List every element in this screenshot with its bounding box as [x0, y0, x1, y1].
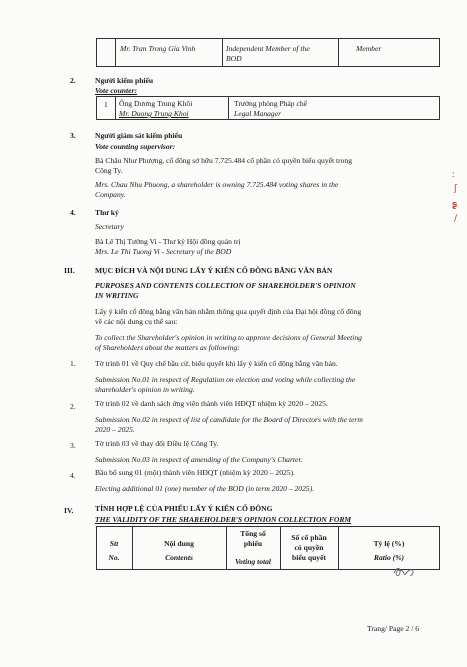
supervisor-vn-line-1: Bà Châu Như Phượng, cổ đông sở hữu 7.725.484 cổ phần có quyền biểu quyết trong	[95, 156, 353, 165]
item-4-en-line-1: Electing additional 01 (one) member of the BOD (in term 2020 – 2025).	[95, 484, 315, 493]
section-2-number: 2.	[70, 76, 76, 85]
intro-en-line-2: of Shareholders about the matters as following:	[95, 343, 240, 352]
vote-counter-name-vn: Ông Dương Trung Khôi	[119, 99, 193, 108]
section-3-subheading: Vote counting supervisor:	[95, 142, 176, 151]
header-stt-vn: Stt	[109, 539, 119, 548]
section-iv-number: IV.	[64, 506, 74, 515]
supervisor-en-line-1: Mrs. Chau Nhu Phuong, a shareholder is owning 7.725.484 voting shares in the	[95, 180, 339, 189]
item-3-en-line-1: Submission No.03 in respect of amending of the Company's Charter.	[95, 455, 303, 464]
header-shares-vn-3: biểu quyết	[292, 553, 326, 562]
member-title: Member	[356, 44, 382, 53]
page-number: Trang/ Page 2 / 6	[367, 624, 420, 633]
member-name: Mr. Tran Trong Gia Vinh	[120, 44, 196, 53]
header-stt-en: No.	[108, 553, 120, 562]
intro-vn-line-1: Lấy ý kiến cổ đông bằng văn bản nhằm thông qua quyết định của Đại hội đồng cổ đông	[95, 307, 362, 316]
vote-counter-row-no: 1	[104, 100, 108, 109]
member-role-line-2: BOD	[226, 54, 242, 63]
member-role-line-1: Independent Member of the	[226, 44, 310, 53]
section-2-subheading: Vote counter:	[95, 86, 137, 95]
margin-stamp-mark-icon: ː ʃ ʂ /	[452, 170, 458, 224]
item-4-vn: Bầu bổ sung 01 (một) thành viên HĐQT (nhiệm kỳ 2020 – 2025).	[95, 468, 296, 477]
vote-counter-role-en: Legal Manager	[234, 109, 282, 118]
section-4-subheading: Secretary	[95, 222, 124, 231]
item-2-en-line-1: Submission No.02 in respect of list of candidate for the Board of Directors with the term	[95, 415, 363, 424]
header-total-vn-1: Tổng số	[240, 529, 266, 538]
item-2-vn: Tờ trình 02 về danh sách ứng viên thành viên HĐQT nhiệm kỳ 2020 – 2025.	[95, 399, 328, 408]
intro-en-line-1: To collect the Shareholder's opinion in writing to approve decisions of General Meeting	[95, 333, 362, 342]
header-content-vn: Nội dung	[164, 539, 194, 548]
supervisor-en-line-2: Company.	[95, 190, 126, 199]
header-shares-vn-2: có quyền	[294, 543, 324, 552]
intro-vn-line-2: về các nội dung cụ thể sau:	[95, 317, 178, 326]
section-4-number: 4.	[70, 208, 76, 217]
section-3-number: 3.	[70, 131, 76, 140]
section-iv-heading: TÍNH HỢP LỆ CỦA PHIẾU LẤY Ý KIẾN CỔ ĐÔNG	[95, 504, 273, 513]
item-1-en-line-1: Submission No.01 in respect of Regulation on election and voting while collecting the	[95, 375, 356, 384]
header-content-en: Contents	[165, 553, 193, 562]
item-4-number: 4.	[70, 471, 76, 480]
header-total-vn-2: phiếu	[243, 539, 263, 548]
vote-counter-name-en: Mr. Duong Trung Khoi	[119, 109, 189, 118]
section-3-heading: Người giám sát kiểm phiếu	[95, 131, 183, 140]
item-1-vn: Tờ trình 01 về Quy chế bầu cử, biểu quyết khi lấy ý kiến cổ đông bằng văn bản.	[95, 359, 338, 368]
secretary-vn: Bà Lê Thị Tường Vi - Thư ký Hội đồng quản trị	[95, 237, 241, 246]
supervisor-vn-line-2: Công Ty.	[95, 166, 123, 175]
item-3-number: 3.	[70, 441, 76, 450]
header-ratio-vn: Tỷ lệ (%)	[373, 539, 405, 548]
section-4-heading: Thư ký	[95, 208, 119, 217]
header-shares-vn-1: Số cổ phần	[291, 533, 327, 542]
vote-counter-role-vn: Trưởng phòng Pháp chế	[234, 99, 308, 108]
section-2-heading: Người kiểm phiếu	[95, 76, 154, 85]
section-iii-en-line-1: PURPOSES AND CONTENTS COLLECTION OF SHAREHOLDER'S OPINION	[95, 281, 356, 290]
item-3-vn: Tờ trình 03 về thay đổi Điều lệ Công Ty.	[95, 439, 219, 448]
item-1-number: 1.	[70, 359, 76, 368]
header-total-en: Voting total	[234, 557, 272, 566]
item-2-number: 2.	[70, 402, 76, 411]
secretary-en: Mrs. Le Thi Tuong Vi - Secretary of the BOD	[95, 247, 232, 256]
section-iii-heading: MỤC ĐÍCH VÀ NỘI DUNG LẤY Ý KIẾN CỔ ĐÔNG BẰNG VĂN BẢN	[95, 266, 333, 275]
section-iv-en: THE VALIDITY OF THE SHAREHOLDER'S OPINION COLLECTION FORM	[95, 515, 352, 524]
header-ratio-en: Ratio (%)	[373, 553, 405, 562]
section-iii-en-line-2: IN WRITING	[95, 291, 139, 300]
handwritten-initial-icon	[392, 564, 416, 580]
item-2-en-line-2: 2020 – 2025.	[95, 425, 135, 434]
item-1-en-line-2: shareholder's opinion in writing.	[95, 385, 195, 394]
section-iii-number: III.	[64, 266, 75, 275]
